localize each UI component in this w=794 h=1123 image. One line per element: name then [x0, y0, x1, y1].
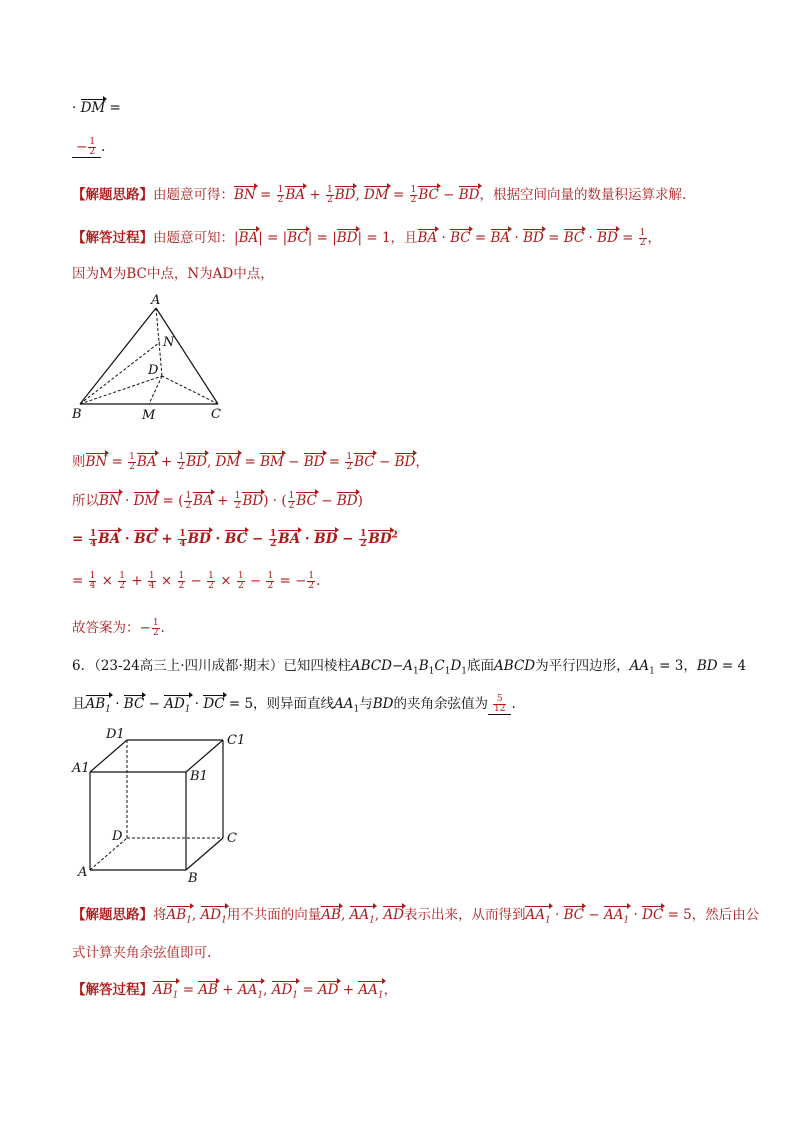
q5-so: 所以BN · DM = ( $\frac{1}{2}$ BA + $\frac{1}{2}$ BD) · ( $\frac{1}{2}$ BC − BD)	[72, 491, 363, 511]
label-a1: A1	[72, 761, 90, 776]
q5-process: 【解答过程】由题意可知：|BA| = |BC| = |BD| = 1，且BA · BC = BA · BD = BC · BD = $\frac{1}{2}$ ，	[72, 228, 661, 248]
q6-idea-2: 式计算夹角余弦值即可.	[72, 945, 212, 961]
edge-bd	[80, 376, 162, 404]
label-c1: C1	[227, 733, 246, 748]
edge-a1-d1	[90, 740, 127, 772]
label-m: M	[142, 408, 156, 422]
label-b: B	[188, 871, 198, 884]
label-b1: B1	[190, 769, 208, 784]
q5-then: 则BN = $\frac{1}{2}$ BA + $\frac{1}{2}$ BD, DM = BM − BD = $\frac{1}{2}$ BC − BD，	[72, 452, 429, 472]
q5-midpoints: 因为M为BC中点，N为AD中点，	[72, 266, 274, 282]
q6-answer-blank: $\frac{5}{12}$	[488, 695, 511, 715]
edge-ab	[80, 308, 156, 404]
q5-calc: = $\frac{1}{4}$ × $\frac{1}{2}$ + $\frac{1}{4}$ × $\frac{1}{2}$ − $\frac{1}{2}$ × $\frac{1}{2}$ − $\frac{1}{2}$ = − $\frac{1}{2}$ .	[72, 571, 321, 591]
label-d: D	[112, 829, 123, 844]
segment-dm	[149, 376, 162, 404]
label-b: B	[72, 407, 82, 422]
label-a: A	[151, 293, 161, 308]
q6-idea-1: 【解题思路】将$AB_1$, $AD_1$用不共面的向量AB, $AA_1$, AD表示出来，从而得到$AA_1$ · BC − $AA_1$ · DC = 5，然后由公	[72, 907, 760, 926]
prism-figure	[70, 722, 260, 884]
label-n: N	[163, 335, 175, 350]
q5-proc-label: 【解答过程】	[72, 230, 153, 246]
edge-ac	[156, 308, 218, 404]
q6-source: （23-24高三上·四川成都·期末）	[94, 658, 284, 674]
edge-b-c	[186, 838, 223, 870]
prev-answer: − $\frac{1}{2}$ .	[72, 138, 105, 158]
tetrahedron-figure	[70, 292, 240, 422]
label-a: A	[78, 865, 88, 880]
q6-proc-label: 【解答过程】	[72, 982, 153, 998]
q5-idea-label: 【解题思路】	[72, 187, 153, 203]
q6-stem-1: 6．（23-24高三上·四川成都·期末）已知四棱柱$ABCD-A_1B_1C_1D_1$底面ABCD为平行四边形，$AA_1 = 3$，BD = 4	[72, 658, 747, 677]
label-d1: D1	[106, 727, 125, 742]
q5-expand: = $\frac{1}{4}$ BA · BC + $\frac{1}{4}$ BD · BC − $\frac{1}{2}$ BA · BD − $\frac{1}{2}$ $BD^2$	[72, 529, 398, 549]
edge-b1-c1	[186, 740, 223, 772]
label-d: D	[148, 363, 159, 378]
q6-process: 【解答过程】$AB_1$ = AB + $AA_1$, $AD_1$ = AD + $AA_1$，	[72, 982, 398, 1001]
label-c: C	[211, 407, 221, 422]
q5-idea: 【解题思路】由题意可得：BN = $\frac{1}{2}$ BA + $\frac{1}{2}$ BD, DM = $\frac{1}{2}$ BC − BD，根据空间向量的数量积运算求解.	[72, 185, 687, 205]
label-c: C	[227, 831, 237, 846]
q6-stem-2: 且$AB_1$ · BC − $AD_1$ · DC = 5，则异面直线$AA_1$与BD的夹角余弦值为 $\frac{5}{12}$ .	[72, 694, 516, 715]
q6-number: 6．	[72, 658, 95, 674]
prev-dot-dm: · DM =	[72, 100, 121, 116]
q6-idea-label: 【解题思路】	[72, 907, 153, 923]
q5-answer: 故答案为：− $\frac{1}{2}$ .	[72, 618, 165, 638]
